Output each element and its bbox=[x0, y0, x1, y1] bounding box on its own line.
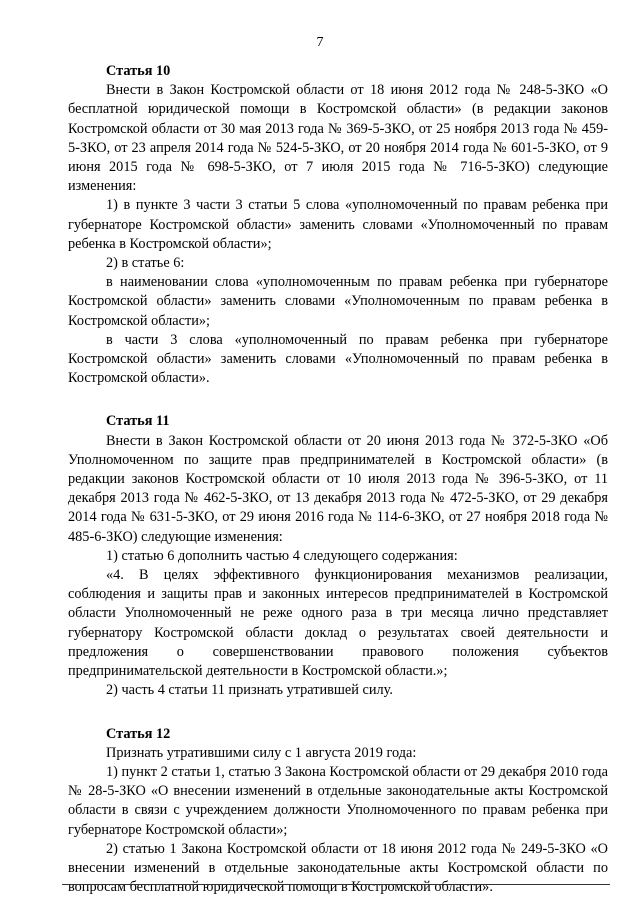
document-body bbox=[68, 62, 608, 921]
paragraph: 2) часть 4 статьи 11 признать утратившей силу. bbox=[106, 682, 393, 699]
paragraph: в наименовании слова «уполномоченным по правам ребенка при губернаторе Костромской области» заменить словами «Уполномоченным по правам ребенка в Костромской области»; bbox=[68, 274, 608, 329]
article-12 bbox=[68, 725, 608, 898]
article-title: Статья 10 bbox=[106, 63, 171, 79]
paragraph: «4. В целях эффективного функционирования механизмов реализации, соблюдения и защиты прав и законных интересов предпринимателей в Костромской области Уполномоченный не реже одного раза в три месяца лично представляет губернатору Костромской области доклад о результатах своей деятельности и предложения о совершенствовании правового положения субъектов предпринимательской деятельности в Костромской области.»; bbox=[68, 567, 608, 680]
article-10 bbox=[68, 62, 608, 388]
paragraph: 1) пункт 2 статьи 1, статью 3 Закона Костромской области от 29 декабря 2010 года № 28-5-ЗКО «О внесении изменений в отдельные законодательные акты Костромской области в связи с учреждением должности Уполномоченного по правам ребенка при губернаторе Костромской области»; bbox=[68, 763, 608, 838]
paragraph: Внести в Закон Костромской области от 20 июня 2013 года № 372-5-ЗКО «Об Уполномоченном по защите прав предпринимателей в Костромской области» (в редакции законов Костромской области от 10 июля 2013 года № 396-5-ЗКО, от 11 декабря 2013 года № 462-5-ЗКО, от 13 декабря 2013 года № 472-5-ЗКО, от 29 декабря 2014 года № 631-5-ЗКО, от 29 июня 2016 года № 114-6-ЗКО, от 27 ноября 2018 года № 485-6-ЗКО) следующие изменения: bbox=[68, 432, 608, 545]
bottom-divider bbox=[62, 884, 610, 885]
paragraph: 1) статью 6 дополнить частью 4 следующего содержания: bbox=[106, 547, 458, 564]
article-title: Статья 11 bbox=[106, 413, 170, 430]
paragraph: 1) в пункте 3 части 3 статьи 5 слова «уполномоченный по правам ребенка при губернаторе Костромской области» заменить словами «Уполномоченный по правам ребенка в Костромской области»; bbox=[68, 197, 608, 252]
page-number: 7 bbox=[316, 35, 324, 50]
paragraph: 2) статью 1 Закона Костромской области от 18 июня 2012 года № 249-5-ЗКО «О внесении изменений в отдельные законодательные акты Костромской области по вопросам бесплатной юридической помощи в Костромской области». bbox=[68, 840, 608, 896]
paragraph: в части 3 слова «уполномоченный по правам ребенка при губернаторе Костромской области» заменить словами «Уполномоченный по правам ребенка в Костромской области». bbox=[68, 331, 608, 387]
article-title: Статья 12 bbox=[106, 725, 171, 742]
paragraph: 2) в статье 6: bbox=[106, 255, 185, 272]
article-11 bbox=[68, 412, 608, 700]
paragraph: Внести в Закон Костромской области от 18 июня 2012 года № 248-5-ЗКО «О бесплатной юридической помощи в Костромской области» (в редакции законов Костромской области от 30 мая 2013 года № 369-5-ЗКО, от 25 ноября 2013 года № 459-5-ЗКО, от 23 апреля 2014 года № 524-5-ЗКО, от 20 ноября 2014 года № 601-5-ЗКО, от 9 июня 2015 года № 698-5-ЗКО, от 7 июля 2015 года № 716-5-ЗКО) следующие изменения: bbox=[68, 82, 608, 195]
paragraph: Признать утратившими силу с 1 августа 2019 года: bbox=[106, 744, 417, 761]
